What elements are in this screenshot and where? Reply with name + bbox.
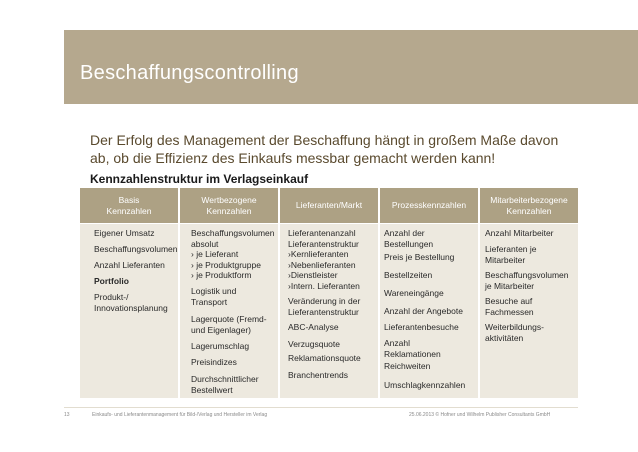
table-cell: Bestellzeiten xyxy=(384,270,433,280)
col-header-basis xyxy=(80,188,178,223)
slide-title: Beschaffungscontrolling xyxy=(80,62,299,84)
col-header-lieferanten-label: Lieferanten/Markt xyxy=(295,200,363,210)
table-cell: Anzahl der Bestellungen xyxy=(384,228,434,249)
col-header-wertbezogen xyxy=(180,188,278,223)
table-cell: Reichweiten xyxy=(384,361,431,371)
col-header-wertbezogen-label: Wertbezogene Kennzahlen xyxy=(201,194,257,216)
table-cell: Anzahl Reklamationen xyxy=(384,338,441,359)
col-header-mitarbeiter-label: Mitarbeiterbezogene Kennzahlen xyxy=(490,194,568,216)
table-cell: Weiterbildungs- aktivitäten xyxy=(485,322,544,343)
table-cell: ABC-Analyse xyxy=(288,322,339,332)
table-cell: Lieferanten je Mitarbeiter xyxy=(485,244,537,265)
footer-divider xyxy=(64,407,578,408)
col-header-mitarbeiter xyxy=(480,188,578,223)
table-cell: Lieferantenanzahl Lieferantenstruktur ›Kernlieferanten ›Nebenlieferanten ›Dienstleister ›Intern. Lieferanten xyxy=(288,228,360,291)
table-cell: Branchentrends xyxy=(288,370,349,380)
table-cell: Veränderung in der Lieferantenstruktur xyxy=(288,296,361,317)
table-cell: Lieferantenbesuche xyxy=(384,322,459,332)
footer-right-text: 25.06.2013 © Hofner und Wilhelm Publisher Consultants GmbH xyxy=(409,412,551,418)
col-header-prozess xyxy=(380,188,478,223)
kennzahlen-table xyxy=(80,188,578,399)
col-header-lieferanten xyxy=(280,188,378,223)
col-header-basis-label: Basis Kennzahlen xyxy=(106,194,152,216)
table-cell: Eigener Umsatz xyxy=(94,228,155,238)
table-cell: Besuche auf Fachmessen xyxy=(485,296,534,317)
header-band xyxy=(0,0,638,120)
footer-left-text: Einkaufs- und Lieferantenmanagement für Bild-/Verlag und Hersteller im Verlag xyxy=(92,412,268,418)
table-cell: Reklamationsquote xyxy=(288,353,361,363)
table-cell: Anzahl der Angebote xyxy=(384,306,463,316)
table-cell: Lagerumschlag xyxy=(191,341,250,351)
page-number: 13 xyxy=(64,412,70,418)
intro-text: Der Erfolg des Management der Beschaffung hängt in großem Maße davon ab, ob die Effizienz des Einkaufs messbar gemacht werden kann! xyxy=(90,132,559,166)
section-title: Kennzahlenstruktur im Verlagseinkauf xyxy=(90,172,309,186)
table-cell: Beschaffungsvolumen absolut › je Lieferant › je Produktgruppe › je Produktform xyxy=(191,228,275,280)
table-cell: Portfolio xyxy=(94,276,129,286)
table-cell: Beschaffungsvolumen xyxy=(94,244,178,254)
table-cell: Produkt-/ Innovationsplanung xyxy=(94,292,168,313)
table-cell: Anzahl Lieferanten xyxy=(94,260,165,270)
table-cell: Anzahl Mitarbeiter xyxy=(485,228,554,238)
table-cell: Beschaffungsvolumen je Mitarbeiter xyxy=(485,270,569,291)
table-cell: Preis je Bestellung xyxy=(384,252,455,262)
table-cell: Umschlagkennzahlen xyxy=(384,380,466,390)
table-cell: Preisindizes xyxy=(191,357,237,367)
table-cell: Logistik und Transport xyxy=(191,286,237,307)
table-cell: Lagerquote (Fremd- und Eigenlager) xyxy=(191,314,267,335)
table-cell: Wareneingänge xyxy=(384,288,444,298)
table-cell: Verzugsquote xyxy=(288,339,340,349)
col-header-prozess-label: Prozesskennzahlen xyxy=(391,200,467,210)
table-cell: Durchschnittlicher Bestellwert xyxy=(191,374,259,395)
